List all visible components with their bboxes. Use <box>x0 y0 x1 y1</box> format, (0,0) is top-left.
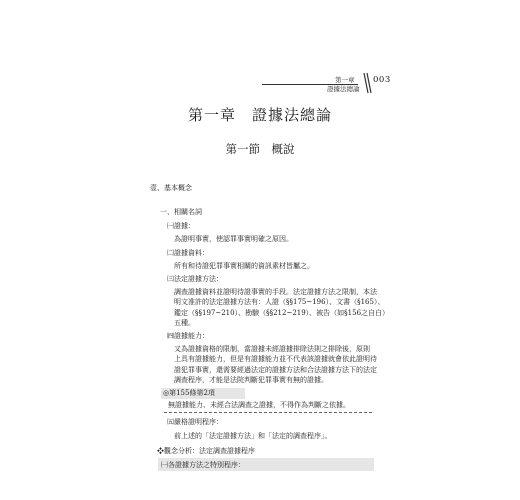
part-heading: 壹、基本概念 <box>150 184 192 192</box>
header-slash-icon <box>362 72 372 94</box>
paragraph-line: 調查證據資料並證明待證事實的手段。法定證據方法之限制，本法 <box>174 288 377 296</box>
evidence-material-label: ㈡證據資料： <box>167 249 209 257</box>
strict-proof-text: 前上述的「法定證據方法」和「法定的調查程序」。 <box>174 432 332 440</box>
paragraph-line: 調查程序，才能是法院判斷犯罪事實有無的證據。 <box>174 376 328 385</box>
evidence-capacity-paragraph <box>174 344 377 386</box>
statute-text: 無證據能力、未經合法調查之證據，不得作為判斷之依據。 <box>168 401 350 409</box>
evidence-label: ㈠證據： <box>167 222 195 230</box>
header-chapter-label: 第一章 <box>335 76 355 84</box>
strict-proof-label: ㈤嚴格證明程序： <box>167 418 223 426</box>
header-chapter-title: 證據法總論 <box>327 85 360 93</box>
dashed-divider <box>164 412 372 413</box>
evidence-capacity-label: ㈣證據能力： <box>167 332 209 340</box>
analysis-heading: ❖觀念分析：法定調查證據程序 <box>157 447 255 455</box>
paragraph-line: 明文准許的法定證據方法有：人證（§§175~196）、文書（§165）、 <box>174 298 385 307</box>
analysis-subheading: ㈠各證據方法之特別程序： <box>161 461 245 469</box>
evidence-method-label: ㈢法定證據方法： <box>167 275 223 283</box>
paragraph-line: 鑑定（§§197~210）、勘驗（§§212~219）、被告（如§156之自白） <box>174 308 390 317</box>
paragraph-line: 又為證據資格的限制，當證據未經證據排除法則之排除後，原則 <box>174 345 370 353</box>
paragraph-line: 五種。 <box>174 319 195 328</box>
paragraph-line: 上具有證據能力，但是有證據能力並不代表該證據就會依此證明待 <box>174 355 377 364</box>
subheading: 一、相關名詞 <box>160 208 202 216</box>
chapter-title: 第一章 證據法總論 <box>187 106 332 124</box>
page-number: 003 <box>373 75 391 85</box>
section-title: 第一節 概說 <box>225 142 295 156</box>
evidence-definition: 為證明事實，使認罪事實明確之原因。 <box>174 235 293 243</box>
evidence-method-paragraph <box>174 287 389 329</box>
evidence-material-definition: 所有和待證犯罪事實相關的資訊素材皆屬之。 <box>174 262 314 270</box>
paragraph-line: 證犯罪事實，還需要經過法定的證據方法和合法證據方法下的法定 <box>174 365 377 374</box>
statute-tag: ◎第155條第2項 <box>163 389 215 397</box>
